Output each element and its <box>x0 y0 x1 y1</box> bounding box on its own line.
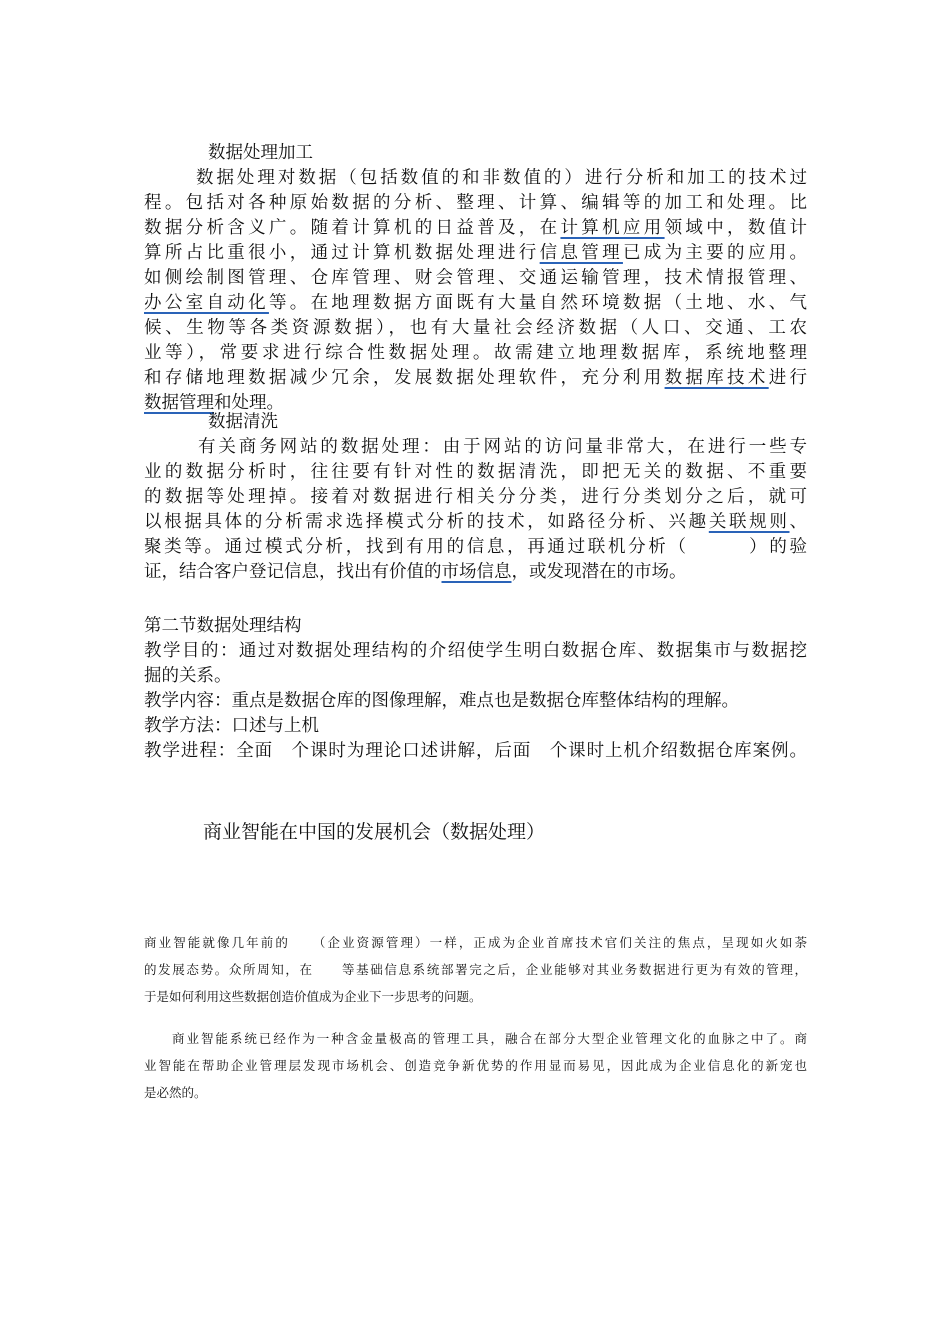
text-run: 聚类等。通过模式分析，找到有用的信息，再通过联机分析（ ）的验 <box>144 537 807 557</box>
teaching-content: 教学内容：重点是数据仓库的图像理解，难点也是数据仓库整体结构的理解。 <box>144 691 739 711</box>
section2-line <box>198 435 807 460</box>
article-para2-line2: 业智能在帮助企业管理层发现市场机会、创造竞争新优势的作用显而易见，因此成为企业信息化的新宠也 <box>144 1058 807 1073</box>
text-run: 、 <box>789 512 807 532</box>
hyperlink[interactable]: 数据库技术 <box>664 368 769 388</box>
text-run: 程。包括对各种原始数据的分析、整理、计算、编辑等的加工和处理。比 <box>144 193 807 213</box>
article-para2-line1: 商业智能系统已经作为一种含金量极高的管理工具，融合在部分大型企业管理文化的血脉之中了。商 <box>172 1031 807 1046</box>
section1-line <box>144 366 807 391</box>
section2-line <box>144 535 807 560</box>
section1-line <box>144 341 807 366</box>
text-run: 有关商务网站的数据处理：由于网站的访问量非常大，在进行一些专 <box>198 437 807 457</box>
text-run: 候、生物等各类资源数据），也有大量社会经济数据（人口、交通、工农 <box>144 318 807 338</box>
text-run: 数据处理对数据（包括数值的和非数值的）进行分析和加工的技术过 <box>196 168 807 188</box>
article-title: 商业智能在中国的发展机会（数据处理） <box>203 821 546 843</box>
text-run: 和处理。 <box>214 393 284 413</box>
text-run: 进行 <box>768 368 808 388</box>
section-title-structure: 第二节数据处理结构 <box>144 616 302 636</box>
teaching-purpose-line2: 掘的关系。 <box>144 666 232 686</box>
section2-line <box>144 510 807 535</box>
hyperlink[interactable]: 数据管理 <box>144 393 214 413</box>
article-para1-line1: 商业智能就像几年前的 （企业资源管理）一样，正成为企业首席技术官们关注的焦点，呈现如火如荼 <box>144 935 807 950</box>
text-run: 领域中，数值计 <box>664 218 808 238</box>
article-para2-line3: 是必然的。 <box>144 1085 207 1100</box>
teaching-method: 教学方法：口述与上机 <box>144 716 319 736</box>
section1-line <box>144 316 807 341</box>
article-para1-line3: 于是如何利用这些数据创造价值成为企业下一步思考的问题。 <box>144 989 482 1004</box>
text-run: 数据分析含义广。随着计算机的日益普及，在 <box>144 218 561 238</box>
text-run: 业的数据分析时，往往要有针对性的数据清洗，即把无关的数据、不重要 <box>144 462 807 482</box>
article-para1-line2: 的发展态势。众所周知，在 等基础信息系统部署完之后，企业能够对其业务数据进行更为有效的管理， <box>144 962 807 977</box>
hyperlink[interactable]: 市场信息 <box>441 562 512 582</box>
section1-line <box>144 241 807 266</box>
section2-line <box>144 460 807 485</box>
heading-data-cleaning: 数据清洗 <box>208 412 278 432</box>
text-run: 的数据等处理掉。接着对数据进行相关分分类，进行分类划分之后，就可 <box>144 487 807 507</box>
teaching-process: 教学进程：全面 个课时为理论口述讲解，后面 个课时上机介绍数据仓库案例。 <box>144 741 807 761</box>
section1-line <box>144 266 807 291</box>
hyperlink[interactable]: 办公室自动化 <box>144 293 269 313</box>
text-run: 如侧绘制图管理、仓库管理、财会管理、交通运输管理，技术情报管理、 <box>144 268 807 288</box>
hyperlink[interactable]: 计算机应用 <box>560 218 665 238</box>
section1-line <box>144 191 807 216</box>
teaching-purpose-line1: 教学目的：通过对数据处理结构的介绍使学生明白数据仓库、数据集市与数据挖 <box>144 641 807 661</box>
section2-line <box>144 485 807 510</box>
text-run: 算所占比重很小，通过计算机数据处理进行 <box>144 243 540 263</box>
hyperlink[interactable]: 信息管理 <box>539 243 623 263</box>
text-run: 业等），常要求进行综合性数据处理。故需建立地理数据库，系统地整理 <box>144 343 807 363</box>
text-run: 等。在地理数据方面既有大量自然环境数据（土地、水、气 <box>268 293 808 313</box>
text-run: 和存储地理数据减少冗余，发展数据处理软件，充分利用 <box>144 368 665 388</box>
section2-line <box>144 560 687 585</box>
section1-line <box>196 166 807 191</box>
heading-data-processing: 数据处理加工 <box>208 143 313 163</box>
text-run: 以根据具体的分析需求选择模式分析的技术，如路径分析、兴趣 <box>144 512 709 532</box>
text-run: 证，结合客户登记信息，找出有价值的 <box>144 562 442 582</box>
section1-line <box>144 216 807 241</box>
hyperlink[interactable]: 关联规则 <box>708 512 790 532</box>
text-run: 已成为主要的应用。 <box>622 243 808 263</box>
section1-line <box>144 291 807 316</box>
text-run: ，或发现潜在的市场。 <box>511 562 687 582</box>
